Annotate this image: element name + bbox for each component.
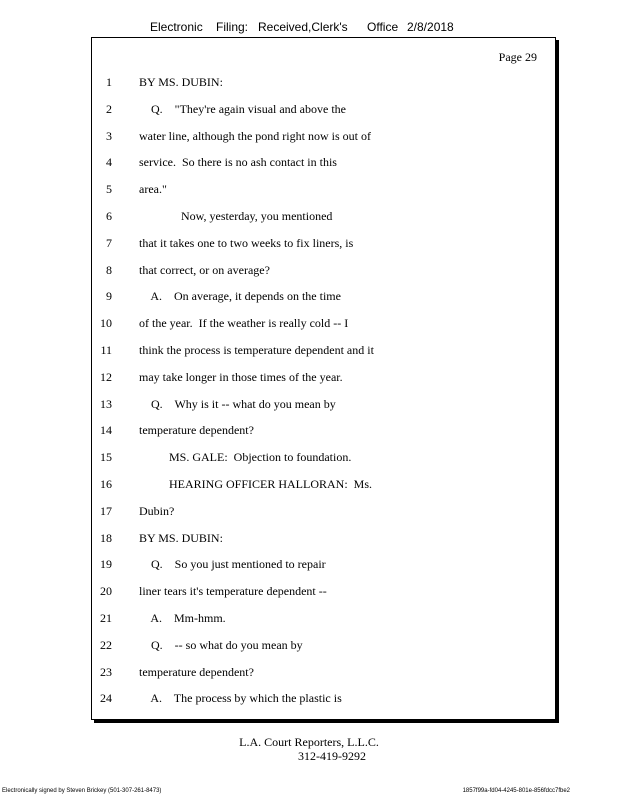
transcript-line — [92, 610, 552, 626]
line-text: A. Mm-hmm. — [139, 611, 226, 625]
line-number: 11 — [100, 343, 112, 357]
line-number: 9 — [106, 289, 112, 304]
line-text: Dubin? — [139, 503, 175, 518]
line-text: Q. "They're again visual and above the — [139, 101, 346, 116]
transcript-line — [92, 637, 552, 653]
line-number: 13 — [100, 396, 112, 411]
line-text: water line, although the pond right now is out of — [139, 128, 371, 143]
line-text: that correct, or on average? — [139, 262, 270, 277]
electronic-signature: Electronically signed by Steven Brickey (501-307-261-8473) — [2, 788, 162, 794]
transcript-line — [92, 690, 552, 706]
line-text: Q. So you just mentioned to repair — [139, 557, 326, 572]
line-text: MS. GALE: Objection to foundation. — [139, 450, 352, 465]
transcript-line — [92, 315, 552, 331]
line-number: 20 — [100, 584, 112, 599]
page-number: Page 29 — [498, 50, 537, 64]
line-number: 19 — [100, 557, 112, 572]
line-text: BY MS. DUBIN: — [139, 530, 223, 545]
transcript-line — [92, 262, 552, 278]
line-text: A. The process by which the plastic is — [139, 691, 342, 706]
transcript-line — [92, 530, 552, 546]
line-number: 14 — [100, 423, 112, 438]
line-text: that it takes one to two weeks to fix liners, is — [139, 235, 354, 250]
line-number: 22 — [100, 637, 112, 652]
transcript-line — [92, 503, 552, 519]
transcript-line — [92, 664, 552, 680]
line-number: 1 — [106, 75, 112, 89]
line-number: 16 — [100, 477, 112, 491]
transcript-line — [92, 235, 552, 251]
line-text: Now, yesterday, you mentioned — [139, 209, 333, 223]
line-text: may take longer in those times of the year. — [139, 369, 343, 384]
line-number: 23 — [100, 664, 112, 679]
line-number: 5 — [106, 182, 112, 197]
transcript-line — [92, 449, 552, 465]
line-text: A. On average, it depends on the time — [139, 289, 341, 304]
transcript-line — [92, 342, 552, 358]
line-text: service. So there is no ash contact in this — [139, 155, 337, 170]
line-text: area." — [139, 182, 167, 197]
transcript-line — [92, 181, 552, 197]
transcript-line — [92, 154, 552, 170]
transcript-line — [92, 476, 552, 492]
line-number: 12 — [100, 369, 112, 384]
line-text: BY MS. DUBIN: — [139, 75, 223, 89]
transcript-line — [92, 288, 552, 304]
header-office: Office — [367, 20, 399, 34]
header-electronic: Electronic — [150, 20, 203, 34]
document-id: 1857f99a-fd04-4245-801e-856fdcc7fbe2 — [462, 788, 570, 794]
filing-stamp-header — [0, 20, 618, 36]
transcript-line — [92, 208, 552, 224]
transcript-line — [92, 422, 552, 438]
line-text: HEARING OFFICER HALLORAN: Ms. — [139, 477, 373, 491]
reporter-phone-text: 312-419-9292 — [298, 749, 366, 763]
transcript-line — [92, 128, 552, 144]
reporter-phone — [0, 749, 618, 764]
line-number: 18 — [100, 530, 112, 545]
line-number: 7 — [106, 235, 112, 250]
line-text: think the process is temperature dependent and it — [139, 343, 374, 357]
header-received: Received,Clerk's — [258, 20, 348, 34]
line-text: liner tears it's temperature dependent -- — [139, 584, 327, 599]
line-text: temperature dependent? — [139, 664, 254, 679]
header-date: 2/8/2018 — [407, 20, 454, 34]
line-text: Q. Why is it -- what do you mean by — [139, 396, 336, 411]
transcript-line — [92, 74, 552, 90]
transcript-line — [92, 583, 552, 599]
line-number: 15 — [100, 450, 112, 465]
transcript-line — [92, 556, 552, 572]
header-filing: Filing: — [216, 20, 249, 34]
line-number: 3 — [106, 128, 112, 143]
line-number: 17 — [100, 503, 112, 518]
line-number: 6 — [106, 209, 112, 223]
line-number: 4 — [106, 155, 112, 170]
reporter-company: L.A. Court Reporters, L.L.C. — [239, 735, 379, 749]
transcript-line — [92, 369, 552, 385]
line-text: Q. -- so what do you mean by — [139, 637, 303, 652]
line-number: 24 — [100, 691, 112, 706]
transcript-line — [92, 101, 552, 117]
line-number: 8 — [106, 262, 112, 277]
line-number: 21 — [100, 611, 112, 625]
line-text: of the year. If the weather is really cold -- I — [139, 316, 349, 331]
transcript-page — [91, 37, 556, 720]
line-number: 10 — [100, 316, 112, 331]
line-text: temperature dependent? — [139, 423, 254, 438]
line-number: 2 — [106, 101, 112, 116]
transcript-line — [92, 396, 552, 412]
